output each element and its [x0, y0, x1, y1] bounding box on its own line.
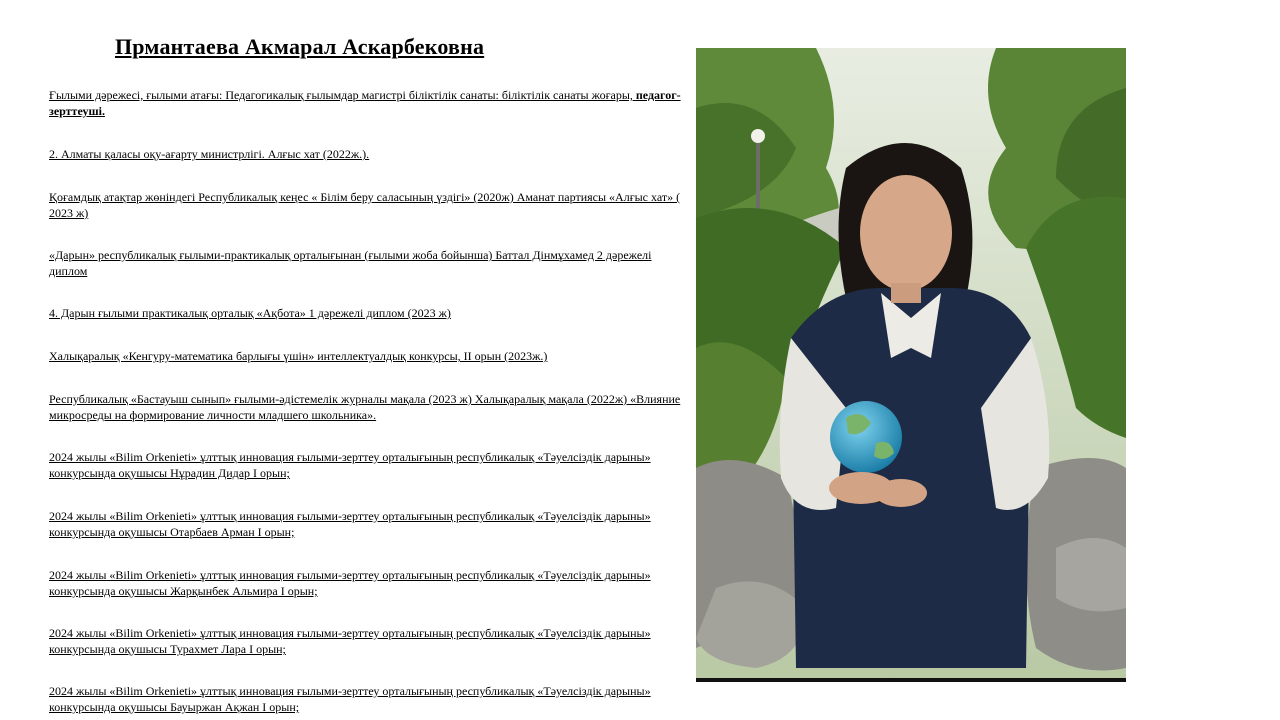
portrait-illustration	[696, 48, 1126, 682]
list-item: Халықаралық «Кенгуру-математика барлығы үшін» интеллектуалдық конкурсы, ІІ орын (2023ж.)	[49, 349, 548, 363]
portrait-photo	[696, 48, 1126, 682]
achievements-list	[49, 87, 681, 715]
list-item: 2024 жылы «Bilim Orkenieti» ұлттық инновация ғылыми-зерттеу орталығының республикалық «Тәуелсіздік дарыны» конкурсында оқушысы Жарқынбек Альмира І орын;	[49, 568, 651, 598]
list-item: 2024 жылы «Bilim Orkenieti» ұлттық инновация ғылыми-зерттеу орталығының республикалық «Тәуелсіздік дарыны» конкурсында оқушысы Нұрадин Дидар І орын;	[49, 450, 651, 480]
list-item-bold: педагог-зерттеуші.	[49, 88, 681, 118]
page-title: Прмантаева Акмарал Аскарбековна	[115, 34, 485, 59]
list-item: «Дарын» республикалық ғылыми-практикалық орталығынан (ғылыми жоба бойынша) Баттал Дінмұхамед 2 дәрежелі диплом	[49, 248, 652, 278]
list-item: Республикалық «Бастауыш сынып» ғылыми-әдістемелік журналы мақала (2023 ж) Халықаралық мақала (2022ж) «Влияние микросреды на формирование личности младшего школьника».	[49, 392, 681, 422]
list-item: Ғылыми дәрежесі, ғылыми атағы: Педагогикалық ғылымдар магистрі біліктілік санаты: біліктілік санаты жоғары, педагог-зерттеуші.	[49, 88, 681, 118]
list-item: Қоғамдық атақтар жөніндегі Республикалық кеңес « Білім беру саласының үздігі» (2020ж) Аманат партиясы «Алғыс хат» ( 2023 ж)	[49, 190, 681, 220]
globe-icon	[830, 401, 902, 473]
list-item: 2024 жылы «Bilim Orkenieti» ұлттық инновация ғылыми-зерттеу орталығының республикалық «Тәуелсіздік дарыны» конкурсында оқушысы Отарбаев Арман І орын;	[49, 509, 651, 539]
list-item: 2024 жылы «Bilim Orkenieti» ұлттық инновация ғылыми-зерттеу орталығының республикалық «Тәуелсіздік дарыны» конкурсында оқушысы Бауыржан Ақжан І орын;	[49, 684, 651, 714]
list-item: 4. Дарын ғылыми практикалық орталық «Ақбота» 1 дәрежелі диплом (2023 ж)	[49, 306, 451, 320]
list-item: 2. Алматы қаласы оқу-ағарту министрлігі. Алғыс хат (2022ж.).	[49, 147, 370, 161]
list-item: 2024 жылы «Bilim Orkenieti» ұлттық инновация ғылыми-зерттеу орталығының республикалық «Тәуелсіздік дарыны» конкурсында оқушысы Турахмет Лара І орын;	[49, 626, 651, 656]
